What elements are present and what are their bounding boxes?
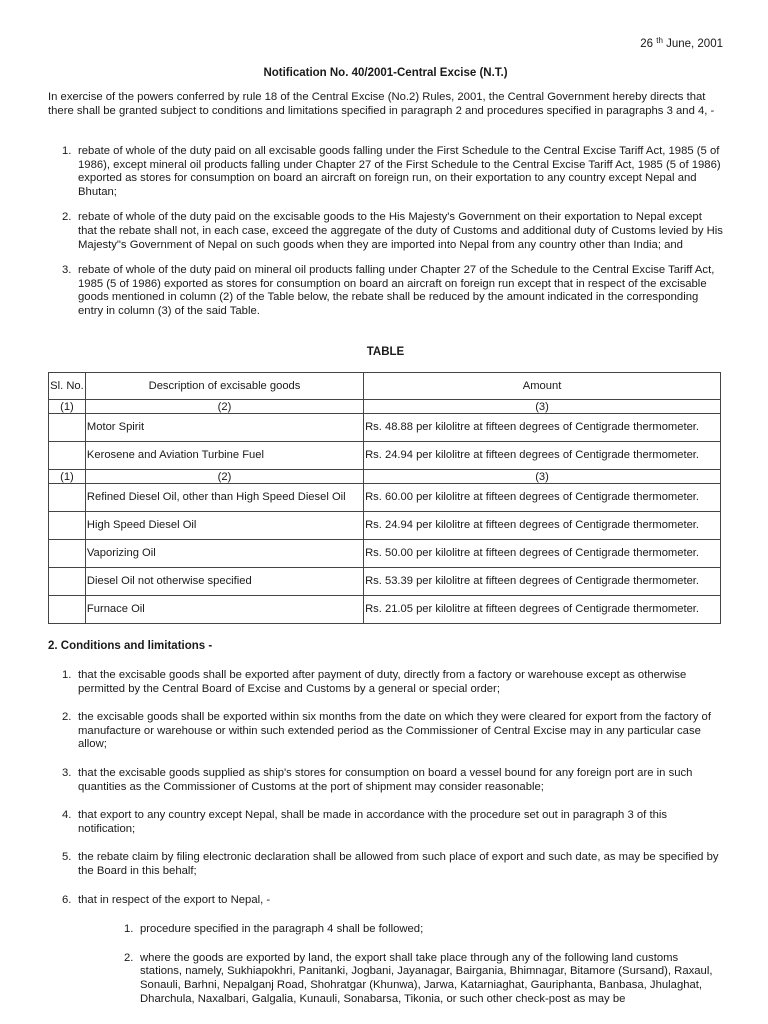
date-day: 26 [640,38,654,50]
header-sl-no: Sl. No. [49,373,86,400]
cell-sl-no [49,484,86,512]
sublist-item [78,923,723,937]
cell-sl-no [49,442,86,470]
table-header-row [49,373,721,400]
list-item [48,211,723,252]
conditions-heading: 2. Conditions and limitations - [48,640,213,652]
list-number: 5. [62,851,72,864]
table-row [49,512,721,540]
table-row [49,414,721,442]
list-text: that the excisable goods shall be exported after payment of duty, directly from a factory or warehouse except as otherwise permitted by the Central Board of Excise and Customs by a general or special order; [78,669,687,695]
index-col-3: (3) [364,400,721,414]
sublist-text: procedure specified in the paragraph 4 shall be followed; [140,923,424,936]
list-item [48,711,723,752]
date-rest: June, 2001 [662,38,723,50]
list-item [48,894,723,1007]
list-text: rebate of whole of the duty paid on the excisable goods to the His Majesty's Government on their exportation to Nepal except that the rebate shall not, in each case, exceed the aggregate of the duty of Customs and additional duty of Customs levied by His Majesty"s Government of Nepal on such goods when they are imported into Nepal from any country other than India; and [78,211,723,251]
index-col-2: (2) [85,400,363,414]
list-item [48,851,723,878]
nepal-sublist [78,923,723,1006]
list-number: 1. [62,145,72,157]
intro-paragraph: In exercise of the powers conferred by rule 18 of the Central Excise (No.2) Rules, 2001, the Central Government hereby directs that there shall be granted subject to conditions and limitations specified in paragraph 2 and procedures specified in paragraphs 3 and 4, - [48,91,715,117]
table-row [49,484,721,512]
list-number: 6. [62,893,72,906]
list-item [48,809,723,836]
cell-amount: Rs. 24.94 per kilolitre at fifteen degrees of Centigrade thermometer. [364,512,721,540]
notification-title: Notification No. 40/2001-Central Excise (N.T.) [263,67,508,79]
cell-amount: Rs. 48.88 per kilolitre at fifteen degrees of Centigrade thermometer. [364,414,721,442]
table-row [49,568,721,596]
list-number: 4. [62,809,72,822]
list-number: 2. [62,211,72,224]
table-index-row [49,400,721,414]
list-item [48,264,723,318]
cell-amount: Rs. 60.00 per kilolitre at fifteen degrees of Centigrade thermometer. [364,484,721,512]
cell-amount: Rs. 24.94 per kilolitre at fifteen degrees of Centigrade thermometer. [364,442,721,470]
date-suffix: th [656,36,663,45]
table-row [49,540,721,568]
sublist-number: 1. [124,923,134,936]
cell-amount: Rs. 50.00 per kilolitre at fifteen degrees of Centigrade thermometer. [364,540,721,568]
index-col-1: (1) [49,470,86,484]
cell-amount: Rs. 21.05 per kilolitre at fifteen degrees of Centigrade thermometer. [364,596,721,624]
list-number: 1. [62,669,72,681]
header-description: Description of excisable goods [85,373,363,400]
list-item [48,145,723,199]
list-text: that the excisable goods supplied as ship's stores for consumption on board a vessel bound for any foreign port are in such quantities as the Commissioner of Customs at the port of shipment may consider reasonable; [78,766,693,793]
cell-sl-no [49,414,86,442]
cell-sl-no [49,540,86,568]
list-number: 3. [62,766,72,779]
conditions-list [48,669,723,1021]
list-text: the rebate claim by filing electronic declaration shall be allowed from such place of export and such date, as may be specified by the Board in this behalf; [78,851,719,877]
table-row [49,596,721,624]
table-title: TABLE [366,346,405,358]
cell-sl-no [49,596,86,624]
cell-description: Diesel Oil not otherwise specified [85,568,363,596]
list-text: that in respect of the export to Nepal, - [78,893,271,906]
header-amount: Amount [364,373,721,400]
cell-description: Refined Diesel Oil, other than High Speed Diesel Oil [85,484,363,512]
sublist-item [78,952,723,1006]
cell-description: Furnace Oil [85,596,363,624]
cell-sl-no [49,512,86,540]
list-number: 3. [62,264,72,277]
index-col-1: (1) [49,400,86,414]
list-text: rebate of whole of the duty paid on all excisable goods falling under the First Schedule to the Central Excise Tariff Act, 1985 (5 of 1986), except mineral oil products falling under Chapter 27 of the First Schedule to the Central Excise Tariff Act, 1985 (5 of 1986) exported as stores for consumption on board an aircraft on foreign run, on their exportation to any country except Nepal and Bhutan; [78,145,721,198]
list-item [48,767,723,794]
cell-sl-no [49,568,86,596]
table-index-row [49,470,721,484]
list-item [48,669,723,696]
cell-description: Vaporizing Oil [85,540,363,568]
sublist-number: 2. [124,951,134,964]
index-col-3: (3) [364,470,721,484]
cell-description: High Speed Diesel Oil [85,512,363,540]
rebate-list [48,145,723,331]
cell-description: Kerosene and Aviation Turbine Fuel [85,442,363,470]
sublist-text: where the goods are exported by land, the export shall take place through any of the following land customs stations, namely, Sukhiapokhri, Panitanki, Jogbani, Jayanagar, Bairgania, Bhimnagar, Bitamore (Sursand), Raxaul, Sonauli, Barhni, Nepalganj Road, Shohratgar (Khunwa), Jarwa, Katarniaghat, Gauriphanta, Banbasa, Jhulaghat, Dharchula, Naxalbari, Galgalia, Kunauli, Sonabarsa, Tikonia, or such other check-post as may be [140,951,713,1005]
list-number: 2. [62,711,72,724]
rebate-reduction-table [48,372,721,624]
cell-description: Motor Spirit [85,414,363,442]
cell-amount: Rs. 53.39 per kilolitre at fifteen degrees of Centigrade thermometer. [364,568,721,596]
notification-date [640,38,723,52]
index-col-2: (2) [85,470,363,484]
list-text: that export to any country except Nepal, shall be made in accordance with the procedure set out in paragraph 3 of this notification; [78,809,668,835]
list-text: rebate of whole of the duty paid on mineral oil products falling under Chapter 27 of the Schedule to the Central Excise Tariff Act, 1985 (5 of 1986) exported as stores for consumption on board an aircraft on foreign run except that in respect of the excisable goods mentioned in column (2) of the Table below, the rebate shall be reduced by the amount indicated in the corresponding entry in column (3) of the said Table. [78,264,715,317]
table-row [49,442,721,470]
list-text: the excisable goods shall be exported within six months from the date on which they were cleared for export from the factory of manufacture or warehouse or within such extended period as the Commissioner of Central Excise may in any particular case allow; [78,711,711,751]
